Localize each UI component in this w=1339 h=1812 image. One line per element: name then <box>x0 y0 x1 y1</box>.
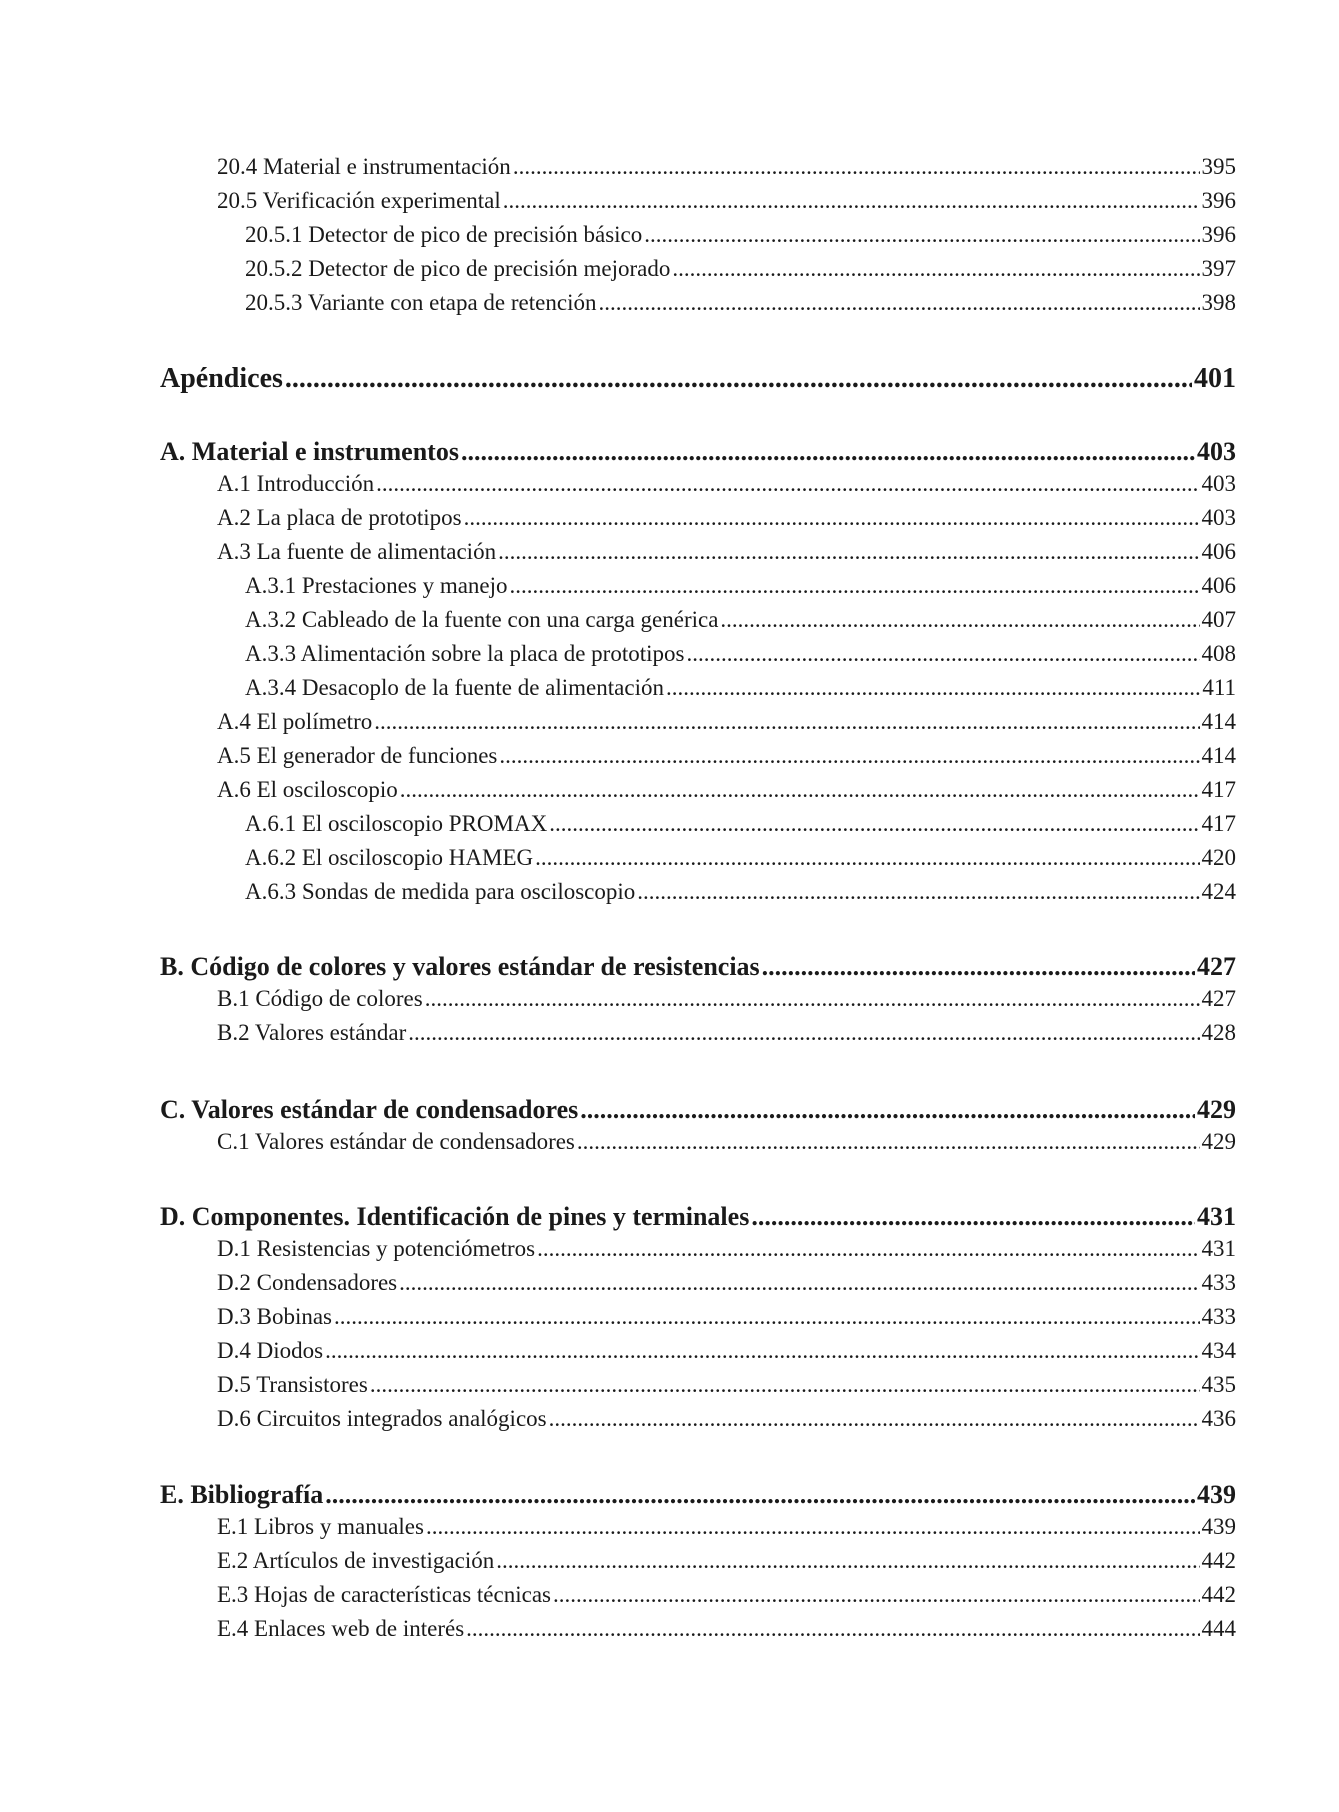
toc-entry <box>217 154 1236 184</box>
toc-entry <box>245 222 1236 252</box>
toc-entry-title: E. Bibliografía <box>160 1480 324 1509</box>
dot-leader <box>637 879 1199 905</box>
toc-entry-title: A.6.2 El osciloscopio HAMEG <box>245 845 534 870</box>
toc-entry-title: A.1 Introducción <box>217 471 375 496</box>
toc-entry-page-number: 434 <box>1201 1338 1236 1363</box>
dot-leader <box>325 1480 1195 1510</box>
toc-entry-title: 20.5 Verificación experimental <box>217 188 501 213</box>
toc-entry <box>245 290 1236 320</box>
toc-entry <box>217 1129 1236 1159</box>
dot-leader <box>400 777 1200 803</box>
toc-entry-title: E.3 Hojas de características técnicas <box>217 1582 551 1607</box>
dot-leader <box>374 709 1199 735</box>
toc-entry <box>217 1020 1236 1050</box>
toc-entry <box>245 811 1236 841</box>
dot-leader <box>535 845 1199 871</box>
toc-entry-title: A.6.3 Sondas de medida para osciloscopio <box>245 879 636 904</box>
dot-leader <box>399 1270 1199 1296</box>
toc-entry <box>217 1514 1236 1544</box>
toc-entry <box>217 505 1236 535</box>
toc-entry-title: A. Material e instrumentos <box>160 437 459 466</box>
toc-entry-title: B.2 Valores estándar <box>217 1020 407 1045</box>
dot-leader <box>549 811 1199 837</box>
toc-entry-page-number: 439 <box>1197 1480 1236 1509</box>
toc-entry-title: Apéndices <box>160 363 283 394</box>
toc-heading <box>160 363 1236 399</box>
toc-entry <box>217 1548 1236 1578</box>
dot-leader <box>762 952 1195 982</box>
toc-entry-title: D.6 Circuitos integrados analógicos <box>217 1406 547 1431</box>
toc-entry-title: B.1 Código de colores <box>217 986 423 1011</box>
toc-entry-page-number: 435 <box>1201 1372 1236 1397</box>
toc-entry-page-number: 411 <box>1202 675 1236 700</box>
toc-entry <box>217 1236 1236 1266</box>
toc-entry-page-number: 414 <box>1201 743 1236 768</box>
dot-leader <box>549 1406 1200 1432</box>
dot-leader <box>370 1372 1200 1398</box>
dot-leader <box>577 1129 1200 1155</box>
toc-entry-page-number: 436 <box>1201 1406 1236 1431</box>
toc-heading <box>160 952 1236 986</box>
toc-entry <box>245 845 1236 875</box>
toc-entry <box>217 539 1236 569</box>
dot-leader <box>686 641 1199 667</box>
toc-entry <box>217 1372 1236 1402</box>
toc-entry <box>217 1406 1236 1436</box>
dot-leader <box>751 1202 1195 1232</box>
toc-entry <box>245 879 1236 909</box>
toc-entry <box>217 1270 1236 1300</box>
toc-entry-page-number: 403 <box>1197 437 1236 466</box>
dot-leader <box>461 437 1195 467</box>
toc-entry-page-number: 420 <box>1201 845 1236 870</box>
toc-entry-page-number: 417 <box>1201 777 1236 802</box>
dot-leader <box>426 1514 1200 1540</box>
toc-entry-title: A.2 La placa de prototipos <box>217 505 462 530</box>
toc-entry-page-number: 417 <box>1201 811 1236 836</box>
dot-leader <box>464 505 1200 531</box>
toc-entry-page-number: 403 <box>1201 505 1236 530</box>
toc-entry-title: B. Código de colores y valores estándar de resistencias <box>160 952 760 981</box>
toc-entry-title: A.4 El polímetro <box>217 709 373 734</box>
toc-entry-page-number: 403 <box>1201 471 1236 496</box>
dot-leader <box>503 188 1200 214</box>
toc-entry-title: A.3 La fuente de alimentación <box>217 539 497 564</box>
dot-leader <box>672 256 1199 282</box>
toc-entry-page-number: 397 <box>1201 256 1236 281</box>
toc-entry <box>245 573 1236 603</box>
toc-entry-title: A.6 El osciloscopio <box>217 777 398 802</box>
toc-heading <box>160 1480 1236 1514</box>
toc-entry-page-number: 427 <box>1197 952 1236 981</box>
toc-entry-page-number: 433 <box>1201 1270 1236 1295</box>
toc-entry-page-number: 396 <box>1201 222 1236 247</box>
toc-entry-title: 20.4 Material e instrumentación <box>217 154 511 179</box>
toc-entry-page-number: 431 <box>1197 1202 1236 1231</box>
toc-entry-title: D.4 Diodos <box>217 1338 324 1363</box>
toc-entry <box>217 1582 1236 1612</box>
toc-entry-title: D. Componentes. Identificación de pines y terminales <box>160 1202 750 1231</box>
dot-leader <box>334 1304 1200 1330</box>
toc-entry-page-number: 395 <box>1201 154 1236 179</box>
toc-entry <box>217 986 1236 1016</box>
dot-leader <box>720 607 1199 633</box>
toc-heading <box>160 1202 1236 1236</box>
dot-leader <box>425 986 1200 1012</box>
dot-leader <box>496 1548 1199 1574</box>
toc-heading <box>160 1095 1236 1129</box>
dot-leader <box>598 290 1199 316</box>
toc-entry-title: 20.5.1 Detector de pico de precisión básico <box>245 222 643 247</box>
toc-entry-page-number: 398 <box>1201 290 1236 315</box>
dot-leader <box>466 1616 1199 1642</box>
dot-leader <box>537 1236 1199 1262</box>
toc-entry-page-number: 439 <box>1201 1514 1236 1539</box>
dot-leader <box>498 539 1199 565</box>
toc-entry-title: D.3 Bobinas <box>217 1304 332 1329</box>
toc-entry <box>245 256 1236 286</box>
toc-heading <box>160 437 1236 471</box>
toc-entry <box>217 709 1236 739</box>
toc-entry-page-number: 424 <box>1201 879 1236 904</box>
toc-entry-title: E.4 Enlaces web de interés <box>217 1616 465 1641</box>
toc-entry-title: A.3.3 Alimentación sobre la placa de prototipos <box>245 641 685 666</box>
dot-leader <box>510 573 1200 599</box>
toc-entry-page-number: 408 <box>1201 641 1236 666</box>
toc-entry-title: 20.5.2 Detector de pico de precisión mejorado <box>245 256 671 281</box>
toc-entry-title: D.2 Condensadores <box>217 1270 398 1295</box>
toc-entry-page-number: 427 <box>1201 986 1236 1011</box>
toc-entry-title: D.1 Resistencias y potenciómetros <box>217 1236 536 1261</box>
dot-leader <box>499 743 1199 769</box>
toc-entry-title: D.5 Transistores <box>217 1372 368 1397</box>
toc-entry-page-number: 444 <box>1201 1616 1236 1641</box>
toc-entry-page-number: 406 <box>1201 539 1236 564</box>
toc-entry-page-number: 414 <box>1201 709 1236 734</box>
dot-leader <box>644 222 1199 248</box>
toc-entry <box>217 471 1236 501</box>
toc-entry-page-number: 442 <box>1201 1548 1236 1573</box>
toc-entry-title: C.1 Valores estándar de condensadores <box>217 1129 575 1154</box>
toc-entry-page-number: 433 <box>1201 1304 1236 1329</box>
toc-entry-title: 20.5.3 Variante con etapa de retención <box>245 290 597 315</box>
toc-entry <box>217 1338 1236 1368</box>
toc-entry-page-number: 428 <box>1201 1020 1236 1045</box>
toc-entry-title: A.3.4 Desacoplo de la fuente de alimentación <box>245 675 664 700</box>
toc-entry-page-number: 406 <box>1201 573 1236 598</box>
toc-entry-page-number: 407 <box>1201 607 1236 632</box>
dot-leader <box>376 471 1199 497</box>
toc-entry <box>245 675 1236 705</box>
dot-leader <box>553 1582 1200 1608</box>
toc-entry-title: A.3.1 Prestaciones y manejo <box>245 573 508 598</box>
dot-leader <box>285 363 1192 395</box>
dot-leader <box>408 1020 1199 1046</box>
toc-entry-page-number: 431 <box>1201 1236 1236 1261</box>
toc-entry <box>217 743 1236 773</box>
dot-leader <box>580 1095 1195 1125</box>
toc-entry <box>217 188 1236 218</box>
toc-entry <box>217 1616 1236 1646</box>
toc-entry-title: C. Valores estándar de condensadores <box>160 1095 579 1124</box>
toc-entry <box>245 607 1236 637</box>
dot-leader <box>325 1338 1199 1364</box>
toc-entry-page-number: 442 <box>1201 1582 1236 1607</box>
toc-entry <box>217 1304 1236 1334</box>
toc-entry-page-number: 429 <box>1197 1095 1236 1124</box>
dot-leader <box>666 675 1200 701</box>
toc-entry-title: A.6.1 El osciloscopio PROMAX <box>245 811 548 836</box>
toc-entry-page-number: 429 <box>1201 1129 1236 1154</box>
toc-entry-title: A.3.2 Cableado de la fuente con una carga genérica <box>245 607 719 632</box>
toc-entry-title: E.1 Libros y manuales <box>217 1514 424 1539</box>
toc-entry-title: E.2 Artículos de investigación <box>217 1548 495 1573</box>
dot-leader <box>513 154 1200 180</box>
toc-entry <box>245 641 1236 671</box>
toc-entry-page-number: 396 <box>1201 188 1236 213</box>
toc-entry <box>217 777 1236 807</box>
toc-entry-title: A.5 El generador de funciones <box>217 743 498 768</box>
toc-entry-page-number: 401 <box>1194 363 1236 394</box>
